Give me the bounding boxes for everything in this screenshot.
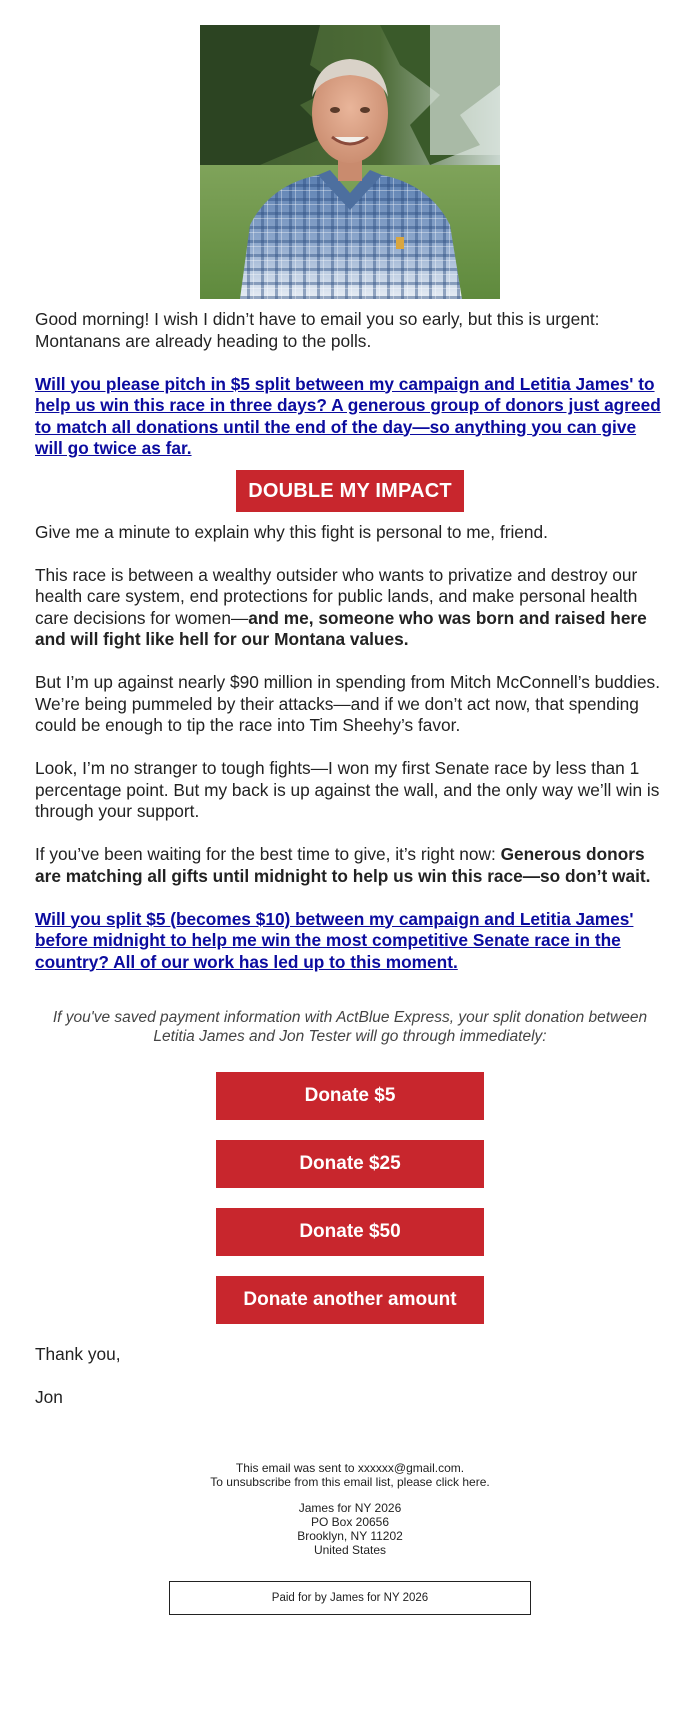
candidate-photo [200,25,500,299]
address-line: United States [313,1542,387,1557]
donate-row [35,1140,665,1188]
signoff-thanks: Thank you, [35,1344,121,1364]
address-line: James for NY 2026 [298,1500,402,1515]
paid-for-disclaimer: Paid for by James for NY 2026 [169,1581,531,1615]
waiting-paragraph [35,844,665,887]
race-text: This race is between a wealthy outsider who wants to privatize and destroy our health care system, end protections for public lands, and make personal health care decisions for women— [35,564,638,628]
donate-50-button[interactable]: Donate $50 [216,1208,484,1256]
email-footer [0,1461,700,1615]
donate-row [35,1072,665,1120]
waiting-emphasis: Generous donors are matching all gifts until midnight to help us win this race—so don’t wait. [35,844,651,886]
race-paragraph [35,565,665,651]
tough-fights-paragraph: Look, I’m no stranger to tough fights—I won my first Senate race by less than 1 percentage point. But my back is up against the wall, and the only way we’ll win is through your support. [35,758,660,821]
address-line: Brooklyn, NY 11202 [297,1528,403,1543]
email-body [0,25,700,1615]
intro-greeting: Good morning! I wish I didn’t have to email you so early, but this is urgent: Montanans are already heading to the polls. [35,309,600,351]
mailing-address [0,1501,700,1557]
spending-paragraph: But I’m up against nearly $90 million in spending from Mitch McConnell’s buddies. We’re being pummeled by their attacks—and if we don’t act now, that spending could be enough to tip the race into Tim Sheehy’s favor. [35,672,661,735]
actblue-express-note: If you've saved payment information with ActBlue Express, your split donation between Letitia James and Jon Tester will go through immediately: [52,1009,648,1045]
donate-5-button[interactable]: Donate $5 [216,1072,484,1120]
unsubscribe-link[interactable]: To unsubscribe from this email list, please click here. [210,1474,490,1489]
donate-25-button[interactable]: Donate $25 [216,1140,484,1188]
waiting-text: If you’ve been waiting for the best time to give, it’s right now: [35,844,501,864]
donate-button-list [35,1072,665,1324]
double-my-impact-button[interactable]: DOUBLE MY IMPACT [236,470,464,512]
sent-to-line [0,1461,700,1475]
donate-ask-link-2[interactable]: Will you split $5 (becomes $10) between my campaign and Letitia James' before midnight to help me win the most competitive Senate race in the country? All of our work has led up to this moment. [35,908,634,972]
donate-row [35,1276,665,1324]
email-content [0,309,700,1409]
sent-to-prefix: This email was sent to [235,1460,358,1475]
address-line: PO Box 20656 [310,1514,390,1529]
explain-paragraph: Give me a minute to explain why this fight is personal to me, friend. [35,521,548,542]
donate-ask-link-1[interactable]: Will you please pitch in $5 split between my campaign and Letitia James' to help us win this race in three days? A generous group of donors just agreed to match all donations until the end of the day—so anything you can give will go twice as far. [35,373,661,458]
donate-row [35,1208,665,1256]
donate-other-amount-button[interactable]: Donate another amount [216,1276,484,1324]
cta-row [35,470,665,512]
donate-ask-paragraph-1 [35,374,665,460]
signoff-name: Jon [35,1387,63,1407]
sent-to-suffix: . [460,1460,465,1475]
donate-ask-paragraph-2 [35,909,665,974]
recipient-email-link[interactable]: xxxxxx@gmail.com [357,1460,461,1475]
race-emphasis: and me, someone who was born and raised here and will fight like hell for our Montana values. [35,607,647,649]
header-photo [200,25,500,299]
